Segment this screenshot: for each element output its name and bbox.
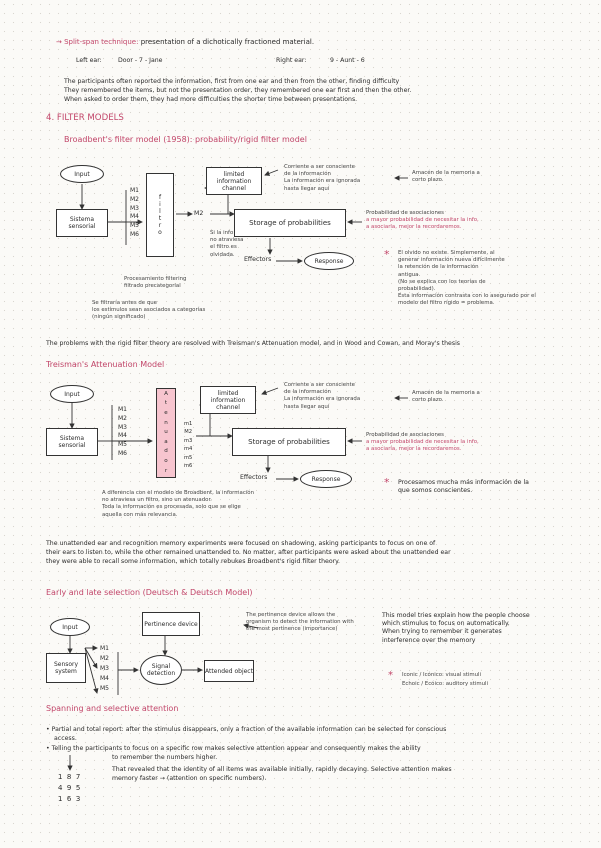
- right-ear-label: Right ear:: [276, 57, 307, 64]
- treisman-sensory-system: Sistema sensorial: [46, 428, 98, 456]
- broadbent-note-memory: [412, 170, 480, 184]
- note-line: La información era ignorada: [284, 396, 361, 403]
- grid-cell: 5: [75, 784, 81, 792]
- note-line: hasta llegar aquí: [284, 403, 330, 410]
- filter-letter: o: [158, 229, 162, 236]
- left-ear-label: Left ear:: [76, 57, 102, 64]
- broadbent-limited-channel: limited information channel: [206, 167, 262, 195]
- treisman-limited-channel: limited information channel: [200, 386, 256, 414]
- grid-cell: 1: [58, 795, 63, 803]
- note-line: The pertinence device allows the: [246, 612, 336, 618]
- deutsch-sensory-system: Sensory system: [46, 653, 86, 683]
- m-label: M4: [100, 675, 109, 682]
- m-label: M5: [100, 685, 109, 692]
- grid-cell: 7: [75, 773, 81, 781]
- att-letter: d: [164, 448, 168, 455]
- output-label: m3: [184, 437, 193, 444]
- att-letter: a: [164, 438, 168, 445]
- m-label: M4: [130, 213, 139, 221]
- note-line: a mayor probabilidad de necesitar la info,: [366, 439, 479, 446]
- treisman-outputs: [184, 420, 192, 470]
- att-letter: e: [164, 410, 168, 417]
- split-para-3: When asked to order them, they had more difficulties the shorter time between presentations.: [64, 96, 358, 103]
- note-line: A diferencia con el modelo de Broadbent, la información: [102, 490, 255, 496]
- early-late-heading: Early and late selection (Deutsch & Deutsch Model): [46, 588, 253, 597]
- grid-cell: 4: [58, 784, 63, 792]
- filter-letter: t: [158, 215, 162, 222]
- grid-cell: 3: [75, 795, 81, 803]
- treisman-m-list: [118, 406, 127, 459]
- m-label: M2: [118, 414, 127, 422]
- att-letter: u: [164, 429, 168, 436]
- note-line: Procesamos mucha más información de la: [398, 479, 529, 486]
- note-line: the most pertinence (importance): [246, 626, 338, 633]
- filter-letter: l: [159, 208, 161, 215]
- note-line: a asociarla, mejor la recordaremos.: [366, 224, 462, 231]
- treisman-input: Input: [50, 385, 94, 403]
- bullet-text: Telling the participants to focus on a specific row makes selective attention appear and consequently makes the ability: [51, 745, 421, 752]
- unattended-line-3: they were able to recall some information, which totally rebukes Broadbent's rigid filter theory.: [46, 558, 340, 565]
- note-line: olvidada.: [210, 251, 235, 258]
- note-line: que somos conscientes.: [398, 487, 473, 495]
- treisman-note-prob: [366, 432, 479, 454]
- deutsch-pertinence-device: Pertinence device: [142, 612, 200, 636]
- note-line: Se filtraría antes de que: [92, 300, 157, 306]
- treisman-star-note: [398, 479, 529, 495]
- treisman-note-below: [102, 490, 254, 519]
- m-label: M3: [100, 665, 109, 672]
- att-letter: A: [164, 390, 168, 397]
- grid-cell: 6: [66, 795, 72, 803]
- treisman-attenuator: [156, 388, 176, 478]
- broadbent-note-left: [92, 300, 205, 322]
- deutsch-attended-object: Attended object: [204, 660, 254, 682]
- unattended-line-1: The unattended ear and recognition memory experiments were focused on shadowing, asking participants to focus on one of: [46, 540, 436, 547]
- treisman-note-memory: [412, 390, 480, 404]
- m-label: M1: [118, 406, 127, 413]
- split-span-line: [56, 38, 314, 46]
- note-line: generar información nueva difícilmente: [398, 257, 505, 264]
- note-line: probabilidad).: [398, 286, 436, 293]
- m-label: M2: [100, 655, 109, 662]
- m-label: M3: [118, 423, 127, 431]
- note-line: no atraviesa: [210, 237, 244, 244]
- broadbent-filter: [146, 173, 174, 257]
- unattended-line-2: their ears to listen to, while the other remained unattended to. No matter, after participants were asked about the unattended ear: [46, 549, 451, 556]
- broadbent-m-list: [130, 187, 139, 240]
- treisman-effectors: Effectors: [240, 474, 268, 481]
- number-grid: [58, 772, 80, 805]
- note-line: de la información: [284, 389, 331, 396]
- deutsch-star: *: [388, 670, 393, 681]
- m-label: M1: [130, 187, 139, 194]
- note-line: organism to detect the information with: [246, 619, 354, 626]
- output-label: m6: [184, 463, 193, 470]
- note-line: no atraviesa un filtro, sino un atenuador.: [102, 497, 212, 504]
- note-line: La información era ignorada: [284, 178, 361, 185]
- filter-letter: f: [158, 194, 162, 201]
- split-span-desc: presentation of a dichotically fractioned material.: [140, 38, 315, 46]
- left-ear-value: Door - 7 - Jane: [118, 57, 163, 64]
- note-line: Amacén de la memoria a: [412, 390, 480, 396]
- note-line: interference over the memory: [382, 636, 476, 644]
- broadbent-note-prob: [366, 210, 479, 232]
- output-label: m5: [184, 454, 193, 461]
- spanning-bullet-1-cont: access.: [54, 735, 77, 742]
- treisman-star: *: [384, 476, 390, 489]
- split-para-1: The participants often reported the information, first from one ear and then from the other, finding difficulty: [64, 78, 400, 85]
- filter-models-heading: 4. FILTER MODELS: [46, 113, 124, 123]
- m-label: M3: [130, 204, 139, 212]
- filter-letter: i: [159, 201, 161, 208]
- broadbent-storage: Storage of probabilities: [234, 209, 346, 237]
- note-line: los estímulos sean asociados a categorías: [92, 307, 206, 314]
- grid-row: [58, 783, 80, 794]
- deutsch-m-list: [100, 644, 109, 694]
- note-line: modelo del filtro rígido = problema.: [398, 300, 495, 307]
- broadbent-note-rest: [210, 230, 243, 259]
- deutsch-right-notes: [382, 612, 530, 645]
- note-line: Toda la información es procesada, solo que se elige: [102, 504, 241, 511]
- m-label: M6: [118, 449, 127, 457]
- spanning-bullet-2-cont: to remember the numbers higher.: [112, 754, 218, 761]
- output-label: M2: [184, 429, 193, 436]
- grid-row: [58, 772, 80, 783]
- m-label: M1: [100, 645, 109, 652]
- grid-row: [58, 794, 80, 805]
- split-span-title: → Split-span technique:: [56, 38, 139, 46]
- note-line: hasta llegar aquí: [284, 185, 330, 192]
- broadbent-m2-out: M2: [194, 210, 204, 217]
- broadbent-note-conscious: [284, 164, 360, 193]
- note-line: el filtro es: [210, 244, 237, 251]
- note-line: corto plazo.: [412, 397, 444, 404]
- deutsch-note: [246, 612, 354, 634]
- output-label: m4: [184, 446, 193, 453]
- split-para-2: They remembered the items, but not the presentation order, they remembered one ear first and then the other.: [64, 87, 412, 94]
- m-label: M5: [118, 441, 127, 449]
- output-label: m1: [184, 421, 193, 427]
- broadbent-star-notes: [398, 250, 536, 308]
- broadbent-sensory-system: Sistema sensorial: [56, 209, 108, 237]
- note-line: (No se explica con los teorías de: [398, 278, 486, 285]
- note-line: Esta información contrasta con lo asegurado por el: [398, 293, 536, 300]
- deutsch-input: Input: [50, 618, 90, 636]
- note-line: Probabilidad de asociaciones: [366, 432, 444, 438]
- note-line: Si la info: [210, 230, 234, 236]
- att-letter: t: [164, 400, 168, 407]
- m-label: M6: [130, 230, 139, 238]
- note-line: aquella con más relevancia.: [102, 511, 178, 518]
- broadbent-heading: Broadbent's filter model (1958): probability/rigid filter model: [64, 135, 307, 144]
- note-line: antigua.: [398, 271, 421, 278]
- filter-letter: r: [158, 222, 162, 229]
- broadbent-input: Input: [60, 165, 104, 183]
- spanning-bullet-3: That revealed that the identity of all items was available initially, rapidly decaying. Selective attention makes: [112, 766, 452, 773]
- att-letter: r: [164, 467, 168, 474]
- note-line: a mayor probabilidad de necesitar la info,: [366, 217, 479, 224]
- note-line: which stimulus to focus on automatically.: [382, 620, 510, 628]
- note-line: Amacén de la memoria a: [412, 170, 480, 176]
- grid-cell: 8: [66, 773, 72, 781]
- grid-cell: 9: [66, 784, 72, 792]
- note-line: El olvido no existe. Simplemente, al: [398, 250, 495, 256]
- note-line: a asociarla, mejor la recordaremos.: [366, 446, 462, 453]
- broadbent-star: *: [384, 248, 390, 261]
- iconic-note: Iconic / Icónico: visual stimuli: [402, 672, 482, 678]
- spanning-bullet-2: • Telling the participants to focus on a specific row makes selective attention appear and consequently makes the ability: [46, 745, 421, 752]
- note-line: la retención de la información: [398, 264, 479, 271]
- treisman-response: Response: [300, 470, 352, 488]
- treisman-storage: Storage of probabilities: [232, 428, 346, 456]
- note-line: de la información: [284, 171, 331, 178]
- note-line: corto plazo.: [412, 177, 444, 184]
- treisman-heading: Treisman's Attenuation Model: [46, 360, 165, 369]
- broadbent-note-filtering: [124, 276, 186, 290]
- broadbent-response: Response: [304, 252, 354, 270]
- deutsch-signal-detection: Signal detection: [140, 655, 182, 685]
- broadbent-effectors: Effectors: [244, 256, 272, 263]
- note-line: filtrado precategorial: [124, 283, 181, 290]
- spanning-bullet-1: • Partial and total report: after the stimulus disappears, only a fraction of the available information can be selected for conscious: [46, 726, 447, 733]
- note-line: Corriente a ser consciente: [284, 382, 355, 388]
- right-ear-value: 9 - Aunt - 6: [330, 57, 365, 64]
- note-line: When trying to remember it generates: [382, 628, 502, 636]
- note-line: Probabilidad de asociaciones: [366, 210, 444, 216]
- m-label: M5: [130, 222, 139, 230]
- note-line: (ningún significado): [92, 314, 146, 321]
- m-label: M4: [118, 432, 127, 440]
- grid-cell: 1: [58, 773, 63, 781]
- note-line: This model tries explain how the people choose: [382, 612, 530, 619]
- att-letter: o: [164, 457, 168, 464]
- m-label: M2: [130, 195, 139, 203]
- spanning-heading: Spanning and selective attention: [46, 704, 179, 713]
- treisman-note-conscious: [284, 382, 360, 411]
- spanning-bullet-3-cont: memory faster → (attention on specific numbers).: [112, 775, 267, 782]
- echoic-note: Echoic / Ecóico: auditory stimuli: [402, 681, 489, 687]
- note-line: Corriente a ser consciente: [284, 164, 355, 170]
- bullet-text: Partial and total report: after the stimulus disappears, only a fraction of the available information can be selected for conscious: [51, 726, 447, 733]
- note-line: Procesamiento filtering: [124, 276, 187, 282]
- problems-line: The problems with the rigid filter theory are resolved with Treisman's Attenuation model, and in Wood and Cowan, and Moray's thesis: [46, 340, 461, 347]
- att-letter: n: [164, 419, 168, 426]
